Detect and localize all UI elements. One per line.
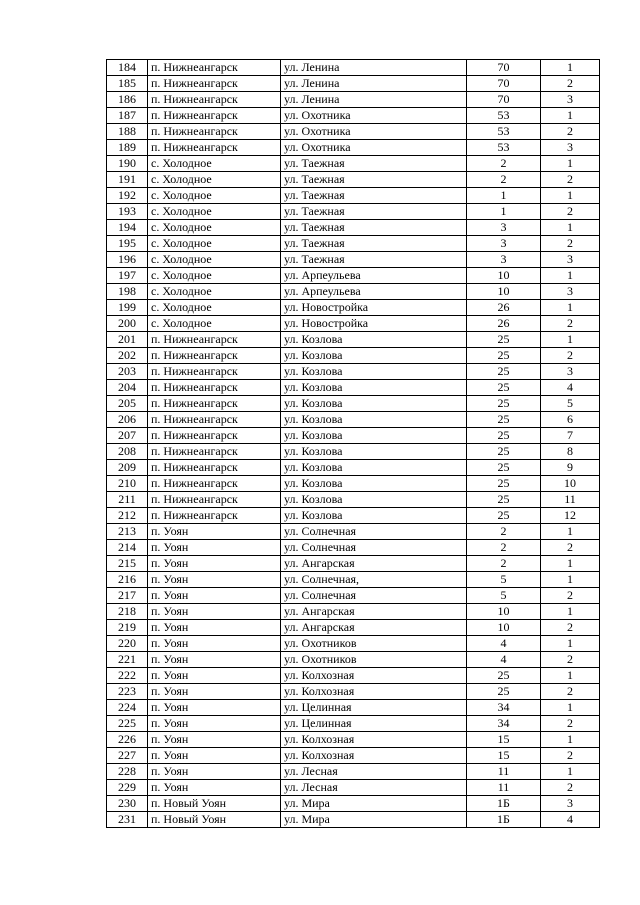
settlement-cell: п. Нижнеангарск xyxy=(148,124,281,140)
apartment-number-cell: 2 xyxy=(541,652,600,668)
table-row xyxy=(107,76,600,92)
apartment-number-cell: 5 xyxy=(541,396,600,412)
house-number-cell: 25 xyxy=(467,668,541,684)
street-cell: ул. Охотника xyxy=(281,124,467,140)
table-row xyxy=(107,492,600,508)
house-number-cell: 25 xyxy=(467,380,541,396)
house-number-cell: 25 xyxy=(467,684,541,700)
street-cell: ул. Козлова xyxy=(281,460,467,476)
house-number-cell: 53 xyxy=(467,108,541,124)
table-row xyxy=(107,716,600,732)
house-number-cell: 3 xyxy=(467,236,541,252)
street-cell: ул. Таежная xyxy=(281,172,467,188)
settlement-cell: п. Нижнеангарск xyxy=(148,76,281,92)
table-row xyxy=(107,460,600,476)
settlement-cell: с. Холодное xyxy=(148,220,281,236)
street-cell: ул. Козлова xyxy=(281,492,467,508)
house-number-cell: 25 xyxy=(467,428,541,444)
row-number-cell: 231 xyxy=(107,812,148,828)
table-row xyxy=(107,220,600,236)
street-cell: ул. Козлова xyxy=(281,348,467,364)
apartment-number-cell: 2 xyxy=(541,316,600,332)
house-number-cell: 10 xyxy=(467,620,541,636)
apartment-number-cell: 9 xyxy=(541,460,600,476)
table-row xyxy=(107,540,600,556)
settlement-cell: п. Новый Уоян xyxy=(148,796,281,812)
street-cell: ул. Солнечная, xyxy=(281,572,467,588)
house-number-cell: 25 xyxy=(467,412,541,428)
street-cell: ул. Козлова xyxy=(281,444,467,460)
table-row xyxy=(107,652,600,668)
apartment-number-cell: 1 xyxy=(541,668,600,684)
row-number-cell: 201 xyxy=(107,332,148,348)
street-cell: ул. Солнечная xyxy=(281,524,467,540)
house-number-cell: 25 xyxy=(467,508,541,524)
house-number-cell: 25 xyxy=(467,460,541,476)
apartment-number-cell: 2 xyxy=(541,172,600,188)
row-number-cell: 211 xyxy=(107,492,148,508)
house-number-cell: 34 xyxy=(467,700,541,716)
street-cell: ул. Таежная xyxy=(281,220,467,236)
row-number-cell: 187 xyxy=(107,108,148,124)
house-number-cell: 53 xyxy=(467,140,541,156)
settlement-cell: п. Нижнеангарск xyxy=(148,332,281,348)
table-row xyxy=(107,412,600,428)
row-number-cell: 228 xyxy=(107,764,148,780)
settlement-cell: п. Нижнеангарск xyxy=(148,444,281,460)
street-cell: ул. Козлова xyxy=(281,380,467,396)
settlement-cell: с. Холодное xyxy=(148,252,281,268)
house-number-cell: 53 xyxy=(467,124,541,140)
table-row xyxy=(107,428,600,444)
table-row xyxy=(107,684,600,700)
street-cell: ул. Арпеульева xyxy=(281,284,467,300)
settlement-cell: п. Нижнеангарск xyxy=(148,460,281,476)
house-number-cell: 25 xyxy=(467,364,541,380)
settlement-cell: п. Уоян xyxy=(148,716,281,732)
street-cell: ул. Охотников xyxy=(281,652,467,668)
apartment-number-cell: 1 xyxy=(541,108,600,124)
settlement-cell: п. Нижнеангарск xyxy=(148,92,281,108)
row-number-cell: 204 xyxy=(107,380,148,396)
street-cell: ул. Арпеульева xyxy=(281,268,467,284)
table-row xyxy=(107,172,600,188)
table-row xyxy=(107,156,600,172)
house-number-cell: 10 xyxy=(467,604,541,620)
street-cell: ул. Целинная xyxy=(281,716,467,732)
settlement-cell: п. Уоян xyxy=(148,780,281,796)
street-cell: ул. Козлова xyxy=(281,364,467,380)
row-number-cell: 216 xyxy=(107,572,148,588)
table-row xyxy=(107,732,600,748)
table-row xyxy=(107,140,600,156)
table-row xyxy=(107,92,600,108)
apartment-number-cell: 1 xyxy=(541,332,600,348)
table-row xyxy=(107,300,600,316)
settlement-cell: п. Уоян xyxy=(148,524,281,540)
settlement-cell: п. Нижнеангарск xyxy=(148,428,281,444)
settlement-cell: с. Холодное xyxy=(148,172,281,188)
apartment-number-cell: 6 xyxy=(541,412,600,428)
street-cell: ул. Новостройка xyxy=(281,316,467,332)
apartment-number-cell: 2 xyxy=(541,540,600,556)
table-row xyxy=(107,396,600,412)
apartment-number-cell: 3 xyxy=(541,284,600,300)
apartment-number-cell: 1 xyxy=(541,636,600,652)
apartment-number-cell: 3 xyxy=(541,92,600,108)
table-row xyxy=(107,668,600,684)
row-number-cell: 220 xyxy=(107,636,148,652)
row-number-cell: 194 xyxy=(107,220,148,236)
apartment-number-cell: 8 xyxy=(541,444,600,460)
apartment-number-cell: 2 xyxy=(541,588,600,604)
apartment-number-cell: 1 xyxy=(541,556,600,572)
street-cell: ул. Солнечная xyxy=(281,588,467,604)
street-cell: ул. Колхозная xyxy=(281,748,467,764)
apartment-number-cell: 2 xyxy=(541,236,600,252)
row-number-cell: 207 xyxy=(107,428,148,444)
row-number-cell: 215 xyxy=(107,556,148,572)
row-number-cell: 198 xyxy=(107,284,148,300)
table-row xyxy=(107,444,600,460)
row-number-cell: 222 xyxy=(107,668,148,684)
table-row xyxy=(107,604,600,620)
table-row xyxy=(107,60,600,76)
table-row xyxy=(107,620,600,636)
street-cell: ул. Мира xyxy=(281,796,467,812)
row-number-cell: 190 xyxy=(107,156,148,172)
row-number-cell: 200 xyxy=(107,316,148,332)
street-cell: ул. Таежная xyxy=(281,236,467,252)
apartment-number-cell: 1 xyxy=(541,764,600,780)
street-cell: ул. Ленина xyxy=(281,92,467,108)
settlement-cell: п. Нижнеангарск xyxy=(148,364,281,380)
settlement-cell: п. Уоян xyxy=(148,556,281,572)
settlement-cell: п. Уоян xyxy=(148,668,281,684)
street-cell: ул. Солнечная xyxy=(281,540,467,556)
street-cell: ул. Козлова xyxy=(281,476,467,492)
street-cell: ул. Охотников xyxy=(281,636,467,652)
table-row xyxy=(107,236,600,252)
table-row xyxy=(107,700,600,716)
apartment-number-cell: 1 xyxy=(541,524,600,540)
row-number-cell: 230 xyxy=(107,796,148,812)
apartment-number-cell: 1 xyxy=(541,572,600,588)
house-number-cell: 4 xyxy=(467,652,541,668)
street-cell: ул. Колхозная xyxy=(281,732,467,748)
table-row xyxy=(107,572,600,588)
house-number-cell: 70 xyxy=(467,92,541,108)
street-cell: ул. Таежная xyxy=(281,204,467,220)
table-row xyxy=(107,108,600,124)
settlement-cell: с. Холодное xyxy=(148,156,281,172)
street-cell: ул. Таежная xyxy=(281,156,467,172)
table-row xyxy=(107,188,600,204)
apartment-number-cell: 3 xyxy=(541,140,600,156)
address-registry-table xyxy=(106,59,600,828)
row-number-cell: 203 xyxy=(107,364,148,380)
apartment-number-cell: 4 xyxy=(541,812,600,828)
row-number-cell: 195 xyxy=(107,236,148,252)
table-row xyxy=(107,636,600,652)
house-number-cell: 4 xyxy=(467,636,541,652)
apartment-number-cell: 10 xyxy=(541,476,600,492)
house-number-cell: 11 xyxy=(467,764,541,780)
street-cell: ул. Таежная xyxy=(281,188,467,204)
street-cell: ул. Новостройка xyxy=(281,300,467,316)
settlement-cell: п. Уоян xyxy=(148,748,281,764)
row-number-cell: 188 xyxy=(107,124,148,140)
house-number-cell: 1Б xyxy=(467,796,541,812)
house-number-cell: 15 xyxy=(467,732,541,748)
row-number-cell: 217 xyxy=(107,588,148,604)
apartment-number-cell: 1 xyxy=(541,156,600,172)
row-number-cell: 192 xyxy=(107,188,148,204)
apartment-number-cell: 1 xyxy=(541,300,600,316)
house-number-cell: 1 xyxy=(467,188,541,204)
street-cell: ул. Козлова xyxy=(281,396,467,412)
table-row xyxy=(107,588,600,604)
street-cell: ул. Ленина xyxy=(281,60,467,76)
row-number-cell: 210 xyxy=(107,476,148,492)
house-number-cell: 2 xyxy=(467,156,541,172)
table-row xyxy=(107,476,600,492)
settlement-cell: п. Уоян xyxy=(148,620,281,636)
table-row xyxy=(107,348,600,364)
settlement-cell: п. Нижнеангарск xyxy=(148,140,281,156)
apartment-number-cell: 2 xyxy=(541,684,600,700)
street-cell: ул. Козлова xyxy=(281,412,467,428)
street-cell: ул. Охотника xyxy=(281,108,467,124)
apartment-number-cell: 1 xyxy=(541,732,600,748)
house-number-cell: 2 xyxy=(467,556,541,572)
house-number-cell: 2 xyxy=(467,172,541,188)
apartment-number-cell: 12 xyxy=(541,508,600,524)
house-number-cell: 5 xyxy=(467,588,541,604)
row-number-cell: 227 xyxy=(107,748,148,764)
row-number-cell: 221 xyxy=(107,652,148,668)
settlement-cell: с. Холодное xyxy=(148,300,281,316)
row-number-cell: 205 xyxy=(107,396,148,412)
street-cell: ул. Ангарская xyxy=(281,620,467,636)
street-cell: ул. Таежная xyxy=(281,252,467,268)
table-row xyxy=(107,508,600,524)
apartment-number-cell: 1 xyxy=(541,700,600,716)
row-number-cell: 193 xyxy=(107,204,148,220)
apartment-number-cell: 3 xyxy=(541,252,600,268)
row-number-cell: 206 xyxy=(107,412,148,428)
apartment-number-cell: 2 xyxy=(541,716,600,732)
address-registry-body xyxy=(107,60,600,828)
settlement-cell: п. Уоян xyxy=(148,588,281,604)
street-cell: ул. Мира xyxy=(281,812,467,828)
apartment-number-cell: 1 xyxy=(541,220,600,236)
row-number-cell: 197 xyxy=(107,268,148,284)
row-number-cell: 225 xyxy=(107,716,148,732)
row-number-cell: 185 xyxy=(107,76,148,92)
apartment-number-cell: 3 xyxy=(541,796,600,812)
apartment-number-cell: 2 xyxy=(541,780,600,796)
settlement-cell: п. Нижнеангарск xyxy=(148,476,281,492)
table-row xyxy=(107,524,600,540)
apartment-number-cell: 1 xyxy=(541,604,600,620)
house-number-cell: 1Б xyxy=(467,812,541,828)
settlement-cell: с. Холодное xyxy=(148,316,281,332)
row-number-cell: 189 xyxy=(107,140,148,156)
apartment-number-cell: 4 xyxy=(541,380,600,396)
settlement-cell: п. Нижнеангарск xyxy=(148,396,281,412)
house-number-cell: 70 xyxy=(467,76,541,92)
row-number-cell: 226 xyxy=(107,732,148,748)
settlement-cell: п. Уоян xyxy=(148,572,281,588)
house-number-cell: 5 xyxy=(467,572,541,588)
house-number-cell: 10 xyxy=(467,268,541,284)
row-number-cell: 223 xyxy=(107,684,148,700)
street-cell: ул. Охотника xyxy=(281,140,467,156)
settlement-cell: с. Холодное xyxy=(148,188,281,204)
table-row xyxy=(107,204,600,220)
settlement-cell: п. Нижнеангарск xyxy=(148,508,281,524)
apartment-number-cell: 3 xyxy=(541,364,600,380)
settlement-cell: п. Уоян xyxy=(148,764,281,780)
settlement-cell: п. Уоян xyxy=(148,684,281,700)
table-row xyxy=(107,268,600,284)
row-number-cell: 213 xyxy=(107,524,148,540)
table-row xyxy=(107,812,600,828)
row-number-cell: 214 xyxy=(107,540,148,556)
row-number-cell: 218 xyxy=(107,604,148,620)
settlement-cell: п. Уоян xyxy=(148,636,281,652)
house-number-cell: 70 xyxy=(467,60,541,76)
settlement-cell: с. Холодное xyxy=(148,204,281,220)
street-cell: ул. Целинная xyxy=(281,700,467,716)
table-row xyxy=(107,796,600,812)
street-cell: ул. Лесная xyxy=(281,764,467,780)
street-cell: ул. Козлова xyxy=(281,508,467,524)
house-number-cell: 26 xyxy=(467,316,541,332)
street-cell: ул. Козлова xyxy=(281,428,467,444)
street-cell: ул. Козлова xyxy=(281,332,467,348)
settlement-cell: с. Холодное xyxy=(148,236,281,252)
settlement-cell: п. Нижнеангарск xyxy=(148,492,281,508)
row-number-cell: 186 xyxy=(107,92,148,108)
house-number-cell: 10 xyxy=(467,284,541,300)
table-row xyxy=(107,764,600,780)
row-number-cell: 202 xyxy=(107,348,148,364)
settlement-cell: с. Холодное xyxy=(148,268,281,284)
row-number-cell: 219 xyxy=(107,620,148,636)
apartment-number-cell: 2 xyxy=(541,748,600,764)
settlement-cell: п. Уоян xyxy=(148,652,281,668)
row-number-cell: 209 xyxy=(107,460,148,476)
house-number-cell: 1 xyxy=(467,204,541,220)
street-cell: ул. Колхозная xyxy=(281,684,467,700)
table-row xyxy=(107,364,600,380)
street-cell: ул. Ангарская xyxy=(281,556,467,572)
apartment-number-cell: 2 xyxy=(541,348,600,364)
table-row xyxy=(107,780,600,796)
apartment-number-cell: 1 xyxy=(541,268,600,284)
house-number-cell: 3 xyxy=(467,220,541,236)
house-number-cell: 25 xyxy=(467,332,541,348)
row-number-cell: 224 xyxy=(107,700,148,716)
street-cell: ул. Ленина xyxy=(281,76,467,92)
settlement-cell: п. Нижнеангарск xyxy=(148,60,281,76)
apartment-number-cell: 1 xyxy=(541,60,600,76)
settlement-cell: п. Новый Уоян xyxy=(148,812,281,828)
table-row xyxy=(107,332,600,348)
settlement-cell: п. Нижнеангарск xyxy=(148,380,281,396)
settlement-cell: п. Уоян xyxy=(148,540,281,556)
settlement-cell: п. Нижнеангарск xyxy=(148,348,281,364)
house-number-cell: 15 xyxy=(467,748,541,764)
house-number-cell: 34 xyxy=(467,716,541,732)
house-number-cell: 26 xyxy=(467,300,541,316)
table-row xyxy=(107,252,600,268)
street-cell: ул. Лесная xyxy=(281,780,467,796)
settlement-cell: п. Уоян xyxy=(148,604,281,620)
street-cell: ул. Колхозная xyxy=(281,668,467,684)
house-number-cell: 2 xyxy=(467,540,541,556)
row-number-cell: 196 xyxy=(107,252,148,268)
house-number-cell: 25 xyxy=(467,492,541,508)
table-row xyxy=(107,316,600,332)
settlement-cell: п. Уоян xyxy=(148,732,281,748)
apartment-number-cell: 1 xyxy=(541,188,600,204)
apartment-number-cell: 2 xyxy=(541,620,600,636)
table-row xyxy=(107,556,600,572)
house-number-cell: 25 xyxy=(467,396,541,412)
row-number-cell: 208 xyxy=(107,444,148,460)
apartment-number-cell: 2 xyxy=(541,204,600,220)
table-row xyxy=(107,748,600,764)
house-number-cell: 25 xyxy=(467,444,541,460)
house-number-cell: 25 xyxy=(467,476,541,492)
house-number-cell: 11 xyxy=(467,780,541,796)
settlement-cell: п. Нижнеангарск xyxy=(148,108,281,124)
apartment-number-cell: 2 xyxy=(541,124,600,140)
settlement-cell: с. Холодное xyxy=(148,284,281,300)
table-row xyxy=(107,380,600,396)
settlement-cell: п. Уоян xyxy=(148,700,281,716)
row-number-cell: 184 xyxy=(107,60,148,76)
row-number-cell: 212 xyxy=(107,508,148,524)
row-number-cell: 229 xyxy=(107,780,148,796)
apartment-number-cell: 7 xyxy=(541,428,600,444)
table-row xyxy=(107,124,600,140)
settlement-cell: п. Нижнеангарск xyxy=(148,412,281,428)
table-row xyxy=(107,284,600,300)
apartment-number-cell: 11 xyxy=(541,492,600,508)
row-number-cell: 191 xyxy=(107,172,148,188)
row-number-cell: 199 xyxy=(107,300,148,316)
street-cell: ул. Ангарская xyxy=(281,604,467,620)
house-number-cell: 25 xyxy=(467,348,541,364)
house-number-cell: 2 xyxy=(467,524,541,540)
house-number-cell: 3 xyxy=(467,252,541,268)
apartment-number-cell: 2 xyxy=(541,76,600,92)
